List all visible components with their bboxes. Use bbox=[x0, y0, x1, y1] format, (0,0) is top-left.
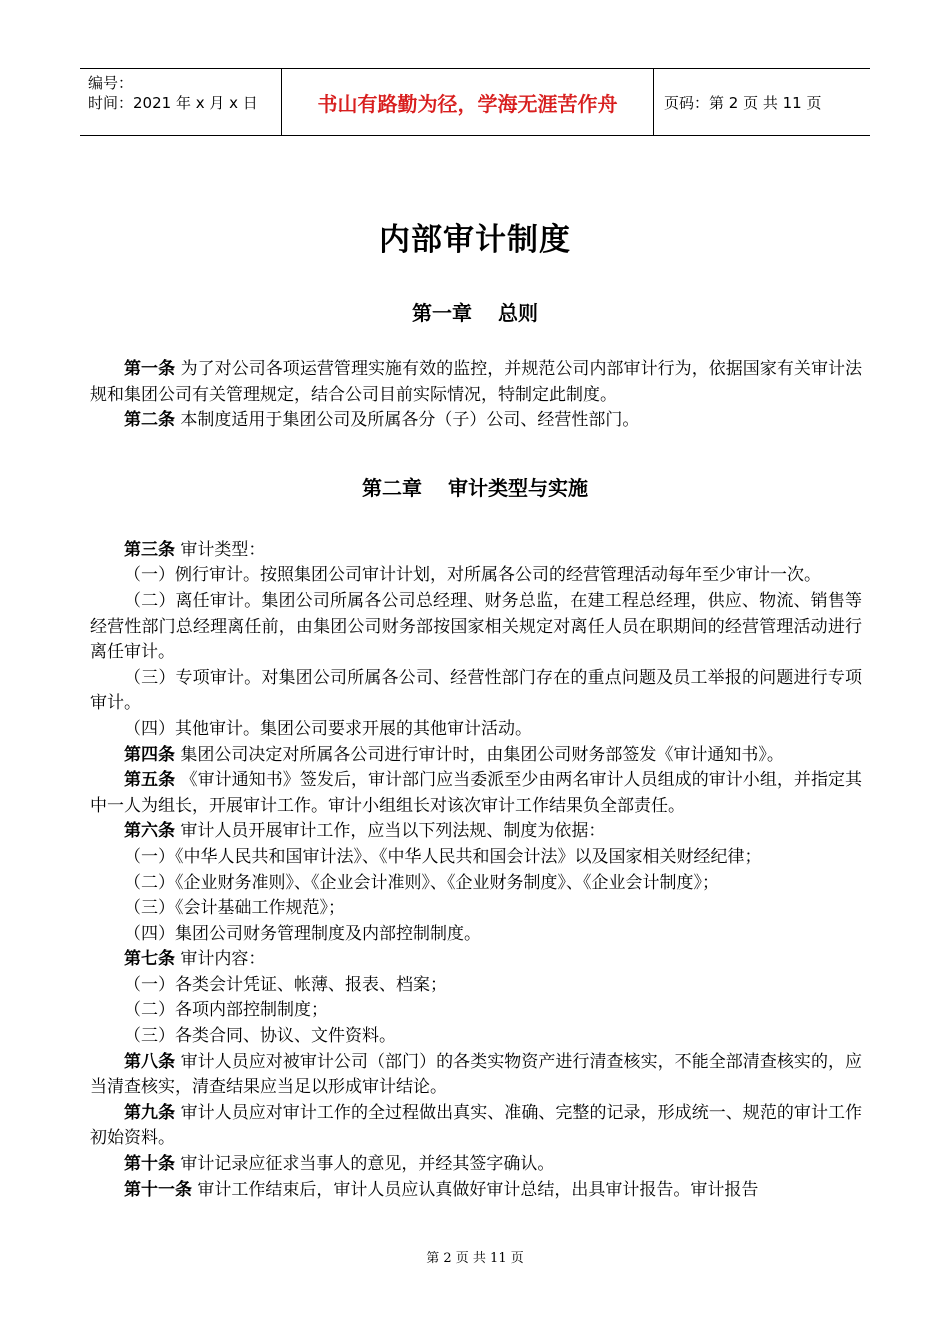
article-10-label: 第十条 bbox=[124, 1154, 175, 1175]
chapter-1-name: 总则 bbox=[498, 301, 538, 325]
header-info-cell bbox=[80, 69, 282, 135]
chapter-2-number: 第二章 bbox=[362, 476, 422, 500]
article-3-item: （四）其他审计。集团公司要求开展的其他审计活动。 bbox=[124, 718, 532, 739]
article-4-label: 第四条 bbox=[124, 744, 175, 765]
article-2 bbox=[90, 408, 862, 434]
page-code: 页码：第 2 页 共 11 页 bbox=[664, 93, 822, 112]
article-10 bbox=[90, 1152, 862, 1178]
motto-text: 书山有路勤为径，学海无涯苦作舟 bbox=[317, 91, 618, 116]
article-9 bbox=[90, 1101, 862, 1152]
article-4 bbox=[90, 743, 862, 769]
header-page-cell bbox=[654, 69, 870, 135]
document-date: 时间：2021 年 x 月 x 日 bbox=[88, 94, 258, 112]
article-7-item: （三）各类合同、协议、文件资料。 bbox=[124, 1026, 396, 1047]
article-6-item: （一）《中华人民共和国审计法》、《中华人民共和国会计法》以及国家相关财经纪律； bbox=[124, 846, 762, 867]
chapter-1-number: 第一章 bbox=[412, 301, 472, 325]
article-11-label: 第十一条 bbox=[124, 1179, 192, 1200]
header-motto-cell bbox=[282, 69, 654, 135]
chapter-2-name: 审计类型与实施 bbox=[448, 476, 588, 500]
article-8-text: 审计人员应对被审计公司（部门）的各类实物资产进行清查核实，不能全部清查核实的，应当清查核实，清查结果应当足以形成审计结论。 bbox=[90, 1051, 863, 1098]
article-9-text: 审计人员应对审计工作的全过程做出真实、准确、完整的记录，形成统一、规范的审计工作初始资料。 bbox=[90, 1102, 863, 1149]
article-3-item: （一）例行审计。按照集团公司审计计划，对所属各公司的经营管理活动每年至少审计一次。 bbox=[124, 565, 821, 586]
article-3-item: （二）离任审计。集团公司所属各公司总经理、财务总监，在建工程总经理，供应、物流、销售等经营性部门总经理离任前，由集团公司财务部按国家相关规定对离任人员在职期间的经营管理活动进行离任审计。 bbox=[90, 590, 862, 663]
article-5 bbox=[90, 768, 862, 819]
article-2-text: 本制度适用于集团公司及所属各分（子）公司、经营性部门。 bbox=[180, 410, 640, 431]
article-8 bbox=[90, 1050, 862, 1101]
page-footer: 第 2 页 共 11 页 bbox=[426, 1251, 524, 1266]
article-6 bbox=[90, 819, 862, 845]
article-11 bbox=[90, 1178, 862, 1204]
document-body bbox=[90, 357, 862, 1203]
article-5-label: 第五条 bbox=[124, 770, 176, 791]
page-header bbox=[80, 68, 870, 136]
article-6-item: （二）《企业财务准则》、《企业会计准则》、《企业财务制度》、《企业会计制度》； bbox=[124, 872, 719, 893]
article-6-item: （四）集团公司财务管理制度及内部控制制度。 bbox=[124, 923, 481, 944]
article-1 bbox=[90, 357, 862, 408]
article-3-label: 第三条 bbox=[124, 539, 175, 560]
article-4-text: 集团公司决定对所属各公司进行审计时，由集团公司财务部签发《审计通知书》。 bbox=[180, 744, 784, 765]
article-10-text: 审计记录应征求当事人的意见，并经其签字确认。 bbox=[180, 1154, 555, 1175]
article-7-item: （二）各项内部控制制度； bbox=[124, 1000, 328, 1021]
article-7-text: 审计内容： bbox=[180, 949, 266, 970]
article-9-label: 第九条 bbox=[124, 1102, 176, 1123]
article-3-item: （三）专项审计。对集团公司所属各公司、经营性部门存在的重点问题及员工举报的问题进行专项审计。 bbox=[90, 667, 862, 714]
article-8-label: 第八条 bbox=[124, 1051, 176, 1072]
chapter-1-heading bbox=[0, 297, 950, 326]
article-7 bbox=[90, 947, 862, 973]
article-6-label: 第六条 bbox=[124, 821, 175, 842]
article-1-text: 为了对公司各项运营管理实施有效的监控，并规范公司内部审计行为，依据国家有关审计法规和集团公司有关管理规定，结合公司目前实际情况，特制定此制度。 bbox=[90, 359, 863, 405]
article-5-text: 《审计通知书》签发后，审计部门应当委派至少由两名审计人员组成的审计小组，并指定其中一人为组长，开展审计工作。审计小组组长对该次审计工作结果负全部责任。 bbox=[90, 770, 863, 816]
article-1-label: 第一条 bbox=[124, 359, 176, 379]
article-7-item: （一）各类会计凭证、帐薄、报表、档案； bbox=[124, 974, 447, 995]
article-11-text: 审计工作结束后，审计人员应认真做好审计总结，出具审计报告。审计报告 bbox=[197, 1179, 759, 1200]
article-3-text: 审计类型： bbox=[180, 539, 266, 560]
article-3 bbox=[90, 538, 862, 564]
article-7-label: 第七条 bbox=[124, 949, 175, 970]
document-title: 内部审计制度 bbox=[379, 222, 571, 258]
document-number: 编号： bbox=[88, 74, 134, 92]
article-6-text: 审计人员开展审计工作，应当以下列法规、制度为依据： bbox=[180, 821, 606, 842]
article-2-label: 第二条 bbox=[124, 410, 175, 431]
article-6-item: （三）《会计基础工作规范》； bbox=[124, 898, 345, 919]
